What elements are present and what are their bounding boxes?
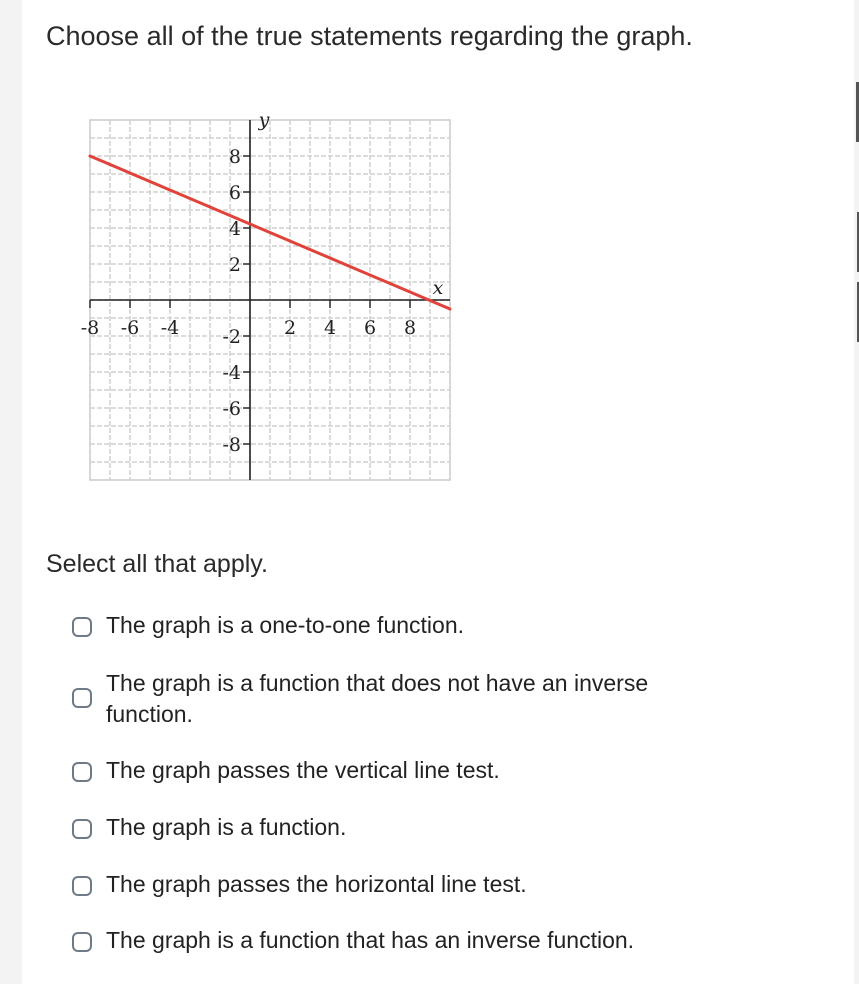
x-tick-label: 6	[363, 317, 377, 339]
y-tick-label: -8	[222, 434, 241, 456]
x-tick-label: -6	[120, 317, 140, 339]
option-horizontal-line-test[interactable]	[70, 871, 790, 905]
option-checkbox[interactable]	[72, 932, 92, 952]
y-tick-label: 2	[228, 254, 241, 276]
function-graph	[80, 104, 460, 490]
y-tick-label: -4	[222, 362, 241, 384]
y-tick-label: 4	[228, 218, 241, 240]
option-checkbox[interactable]	[72, 876, 92, 896]
x-tick-label: -8	[80, 317, 100, 339]
option-label[interactable]: The graph is a function that has an inverse function.	[106, 927, 635, 953]
y-tick-label: 8	[228, 146, 241, 168]
select-all-instruction: Select all that apply.	[46, 550, 268, 578]
option-vertical-line-test[interactable]	[70, 757, 790, 791]
y-tick-label: 6	[228, 182, 241, 204]
option-checkbox[interactable]	[72, 762, 92, 782]
option-checkbox[interactable]	[72, 819, 92, 839]
option-is-function[interactable]	[70, 814, 790, 848]
question-title: Choose all of the true statements regarding the graph.	[46, 21, 693, 51]
x-axis-label: x	[432, 277, 444, 299]
option-has-inverse[interactable]	[70, 927, 790, 961]
y-tick-label: -6	[222, 398, 241, 420]
option-label[interactable]: The graph passes the vertical line test.	[106, 757, 500, 783]
x-tick-label: 8	[403, 317, 417, 339]
option-checkbox[interactable]	[72, 688, 92, 708]
x-tick-label: -4	[160, 317, 180, 339]
option-no-inverse[interactable]	[70, 668, 790, 732]
x-tick-label: 2	[283, 317, 297, 339]
option-label[interactable]: The graph passes the horizontal line test.	[106, 871, 527, 897]
option-checkbox[interactable]	[72, 617, 92, 637]
x-tick-label: 4	[323, 317, 337, 339]
y-tick-label: -2	[222, 326, 241, 348]
y-axis-label: y	[258, 109, 270, 131]
option-label[interactable]: The graph is a function that does not have an inverse function.	[106, 670, 649, 727]
option-one-to-one[interactable]	[70, 612, 790, 646]
option-label[interactable]: The graph is a function.	[106, 814, 347, 840]
option-label[interactable]: The graph is a one-to-one function.	[106, 612, 465, 638]
